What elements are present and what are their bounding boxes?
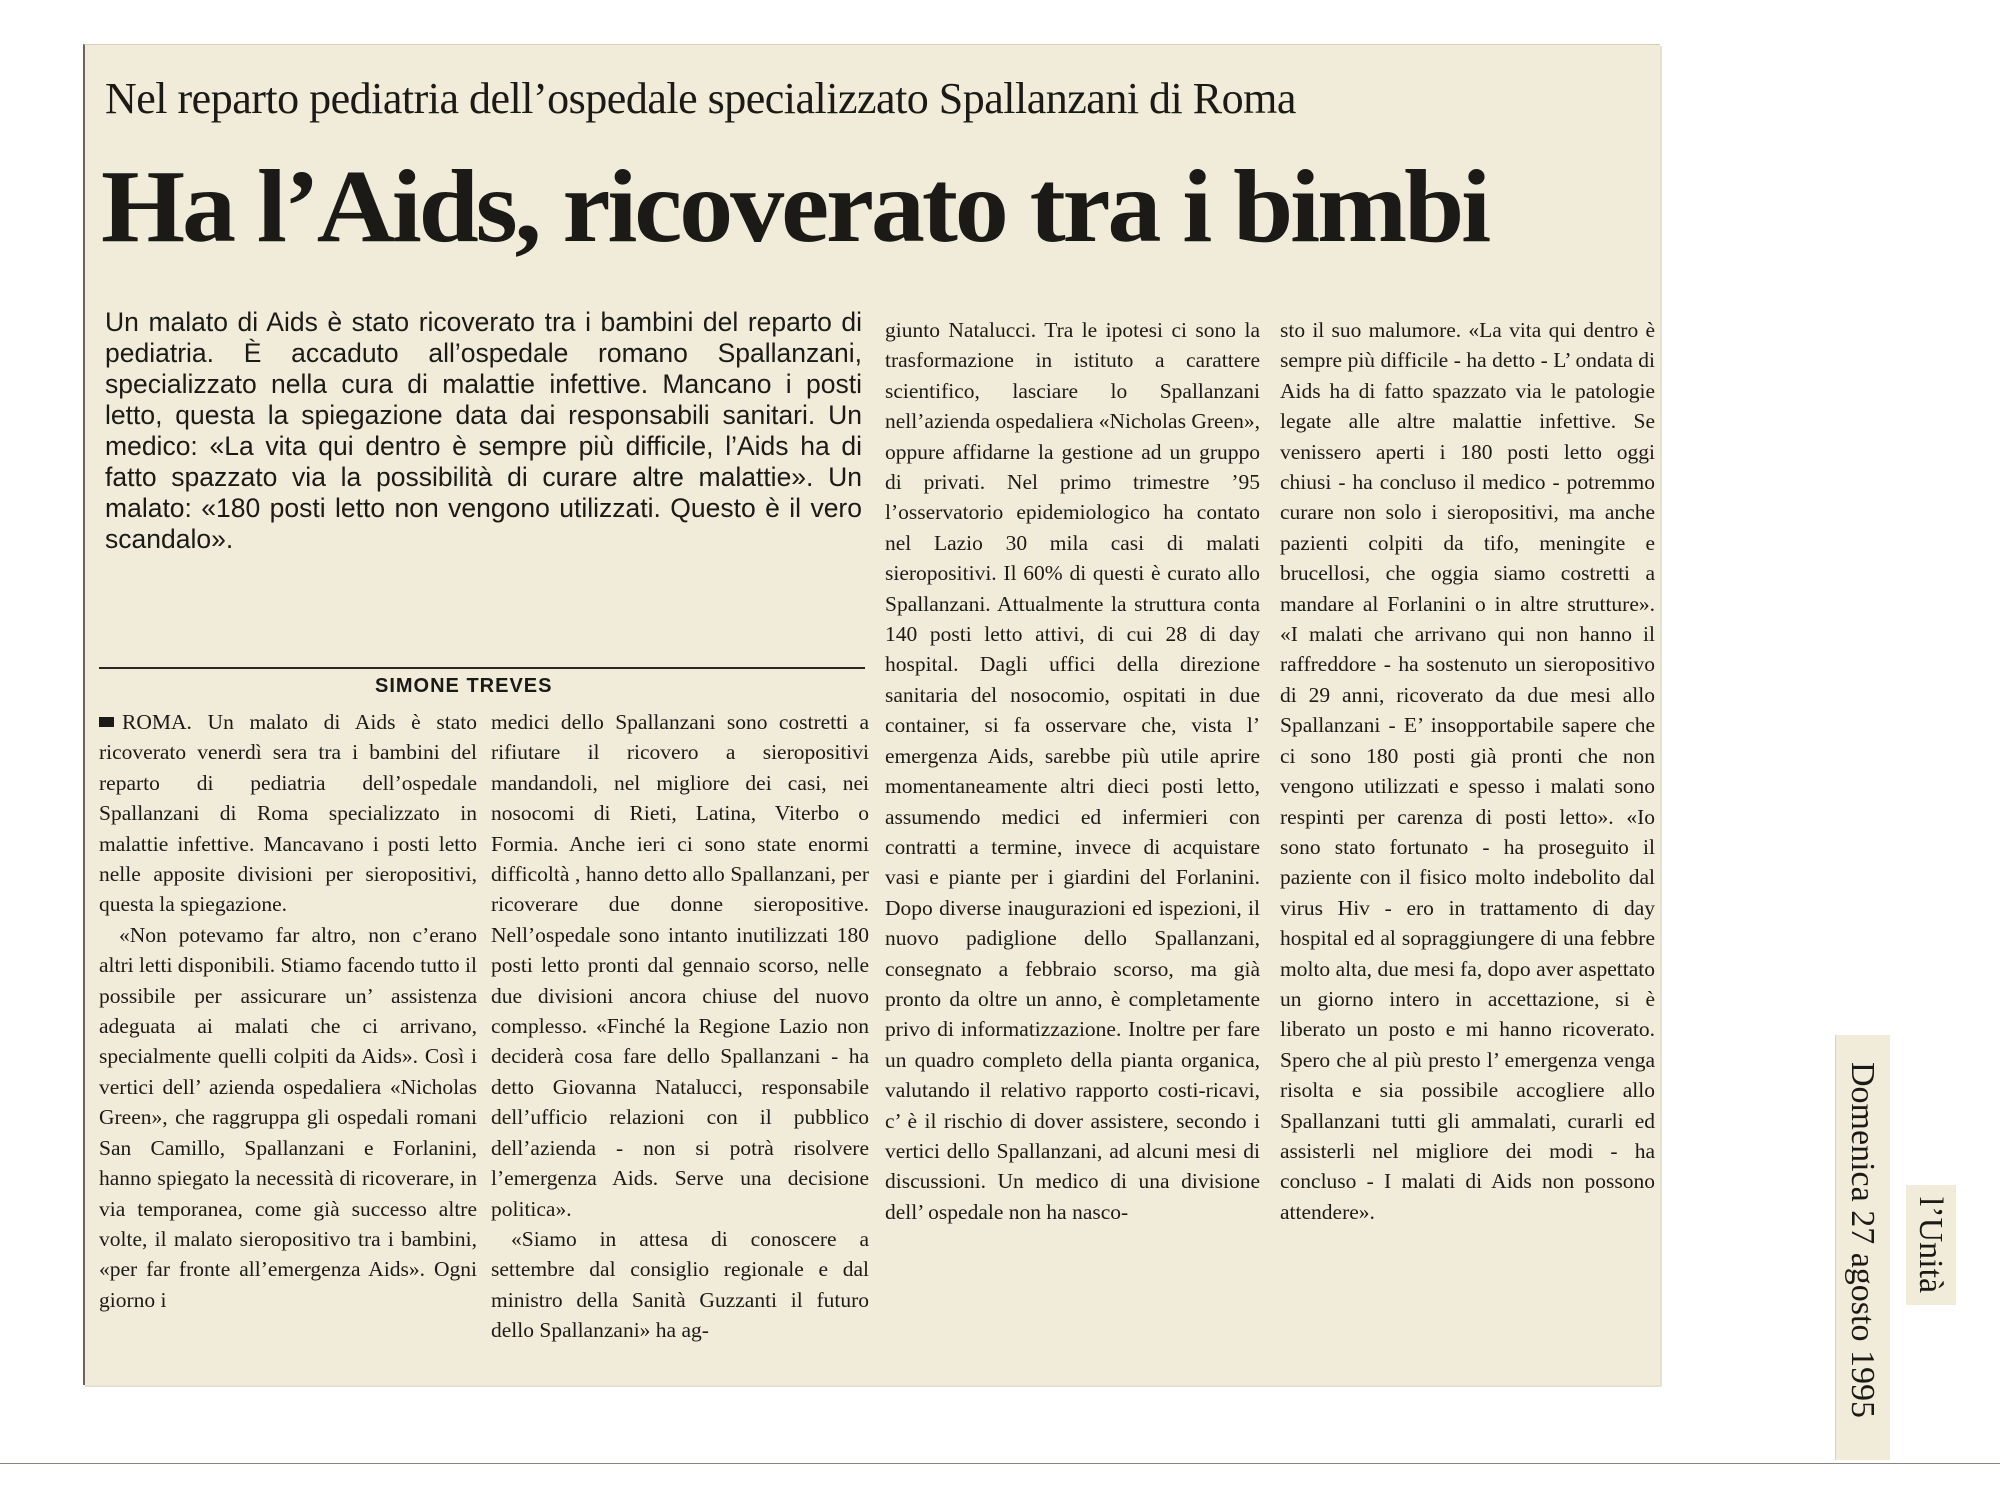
body-column-1 — [99, 707, 477, 1315]
article-kicker: Nel reparto pediatria dell’ospedale specializzato Spallanzani di Roma — [105, 74, 1296, 123]
body-column-3 — [885, 315, 1260, 1227]
body-paragraph: medici dello Spallanzani sono costretti a rifiutare il ricovero a sieropositivi mandandoli, nel migliore dei casi, nei nosocomi di Rieti, Latina, Viterbo o Formia. Anche ieri ci sono state enormi difficoltà , hanno detto allo Spallanzani, per ricoverare due donne sieropositive. Nell’ospedale sono intanto inutilizzati 180 posti letto pronti dal gennaio scorso, nelle due divisioni ancora chiuse del nuovo complesso. «Finché la Regione Lazio non deciderà cosa fare dello Spallanzani - ha detto Giovanna Natalucci, responsabile dell’ufficio relazioni con il pubblico dell’azienda - non si potrà risolvere l’emergenza Aids. Serve una decisione politica». — [491, 710, 869, 1221]
body-paragraph — [99, 707, 477, 920]
article-headline: Ha l’Aids, ricoverato tra i bimbi — [101, 149, 1489, 264]
scan-edge-line — [0, 1463, 2000, 1464]
article-lead: Un malato di Aids è stato ricoverato tra i bambini del reparto di pediatria. È accaduto all’ospedale romano Spallanzani, specializzato nella cura di malattie infettive. Mancano i posti letto, questa la spiegazione data dai responsabili sanitari. Un medico: «La vita qui dentro è sempre più difficile, l’Aids ha di fatto spazzato via la possibilità di curare altre malattie». Un malato: «180 posti letto non vengono utilizzati. Questo è il vero scandalo». — [105, 307, 862, 554]
paragraph-text: ROMA. Un malato di Aids è stato ricoverato venerdì sera tra i bambini del reparto di pediatria dell’ospedale Spallanzani di Roma specializzato in malattie infettive. Mancavano i posti letto nelle apposite divisioni per sieropositivi, questa la spiegazione. — [99, 710, 477, 917]
body-paragraph: «Non potevamo far altro, non c’erano altri letti disponibili. Stiamo facendo tutto il possibile per assicurare un’ assistenza adeguata ai malati che ci arrivano, specialmente quelli colpiti da Aids». Così i vertici dell’ azienda ospedaliera «Nicholas Green», che raggruppa gli ospedali romani San Camillo, Spallanzani e Forlanini, hanno spiegato la necessità di ricoverare, in via temporanea, come già successo altre volte, il malato sieropositivo tra i bambini, «per far fronte all’emergenza Aids». Ogni giorno i — [99, 922, 477, 1312]
body-paragraph: sto il suo malumore. «La vita qui dentro è sempre più difficile - ha detto - L’ ondata di Aids ha di fatto spazzato via le patologie legate alle altre malattie infettive. Se venissero aperti i 180 posti letto oggi chiusi - ha concluso il medico - potremmo curare non solo i sieropositivi, ma anche pazienti colpiti da tifo, meningite e brucellosi, che oggia siamo costretti a mandare al Forlanini o in altre strutture». «I malati che arrivano qui non hanno il raffreddore - ha sostenuto un sieropositivo di 29 anni, ricoverato da due mesi allo Spallanzani - E’ insopportabile sapere che ci sono 180 posti già pronti che non vengono utilizzati e spesso i malati sono respinti per carenza di posti letto». «Io sono stato fortunato - ha proseguito il paziente con il fisico molto indebolito dal virus Hiv - ero in trattamento di day hospital ed al sopraggiungere di una febbre molto alta, due mesi fa, dopo aver aspettato un giorno intero in accettazione, si è liberato un posto e mi hanno ricoverato. Spero che al più presto l’ emergenza venga risolta e sia possibile accogliere allo Spallanzani tutti gli ammalati, curarli ed assisterli nel migliore dei modi - ha concluso - I malati di Aids non possono attendere». — [1280, 318, 1655, 1224]
publication-date: Domenica 27 agosto 1995 — [1844, 1062, 1881, 1418]
bullet-icon — [99, 717, 114, 727]
byline-rule — [99, 667, 865, 669]
body-column-4 — [1280, 315, 1655, 1227]
newspaper-name: l’Unità — [1912, 1196, 1949, 1294]
body-paragraph: giunto Natalucci. Tra le ipotesi ci sono la trasformazione in istituto a carattere scientifico, lasciare lo Spallanzani nell’azienda ospedaliera «Nicholas Green», oppure affidarne la gestione ad un gruppo di privati. Nel primo trimestre ’95 l’osservatorio epidemiologico ha contato nel Lazio 30 mila casi di malati sieropositivi. Il 60% di questi è curato allo Spallanzani. Attualmente la struttura conta 140 posti letto attivi, di cui 28 di day hospital. Dagli uffici della direzione sanitaria del nosocomio, ospitati in due container, si fa osservare che, vista l’ emergenza Aids, sarebbe più utile aprire momentaneamente altri dieci posti letto, assumendo medici ed infermieri con contratti a termine, invece di acquistare vasi e piante per i giardini del Forlanini. Dopo diverse inaugurazioni ed ispezioni, il nuovo padiglione dello Spallanzani, consegnato a febbraio scorso, ma già pronto da oltre un anno, è completamente privo di informatizzazione. Inoltre per fare un quadro completo della pianta organica, valutando il relativo rapporto costi-ricavi, c’ è il rischio di dover assistere, secondo i vertici dello Spallanzani, ad alcuni mesi di discussioni. Un medico di una divisione dell’ ospedale non ha nasco- — [885, 318, 1260, 1224]
body-column-2 — [491, 707, 869, 1346]
newspaper-clipping — [83, 44, 1660, 1385]
article-byline: SIMONE TREVES — [375, 675, 553, 697]
body-paragraph: «Siamo in attesa di conoscere a settembre dal consiglio regionale e dal ministro della Sanità Guzzanti il futuro dello Spallanzani» ha ag- — [491, 1226, 869, 1343]
